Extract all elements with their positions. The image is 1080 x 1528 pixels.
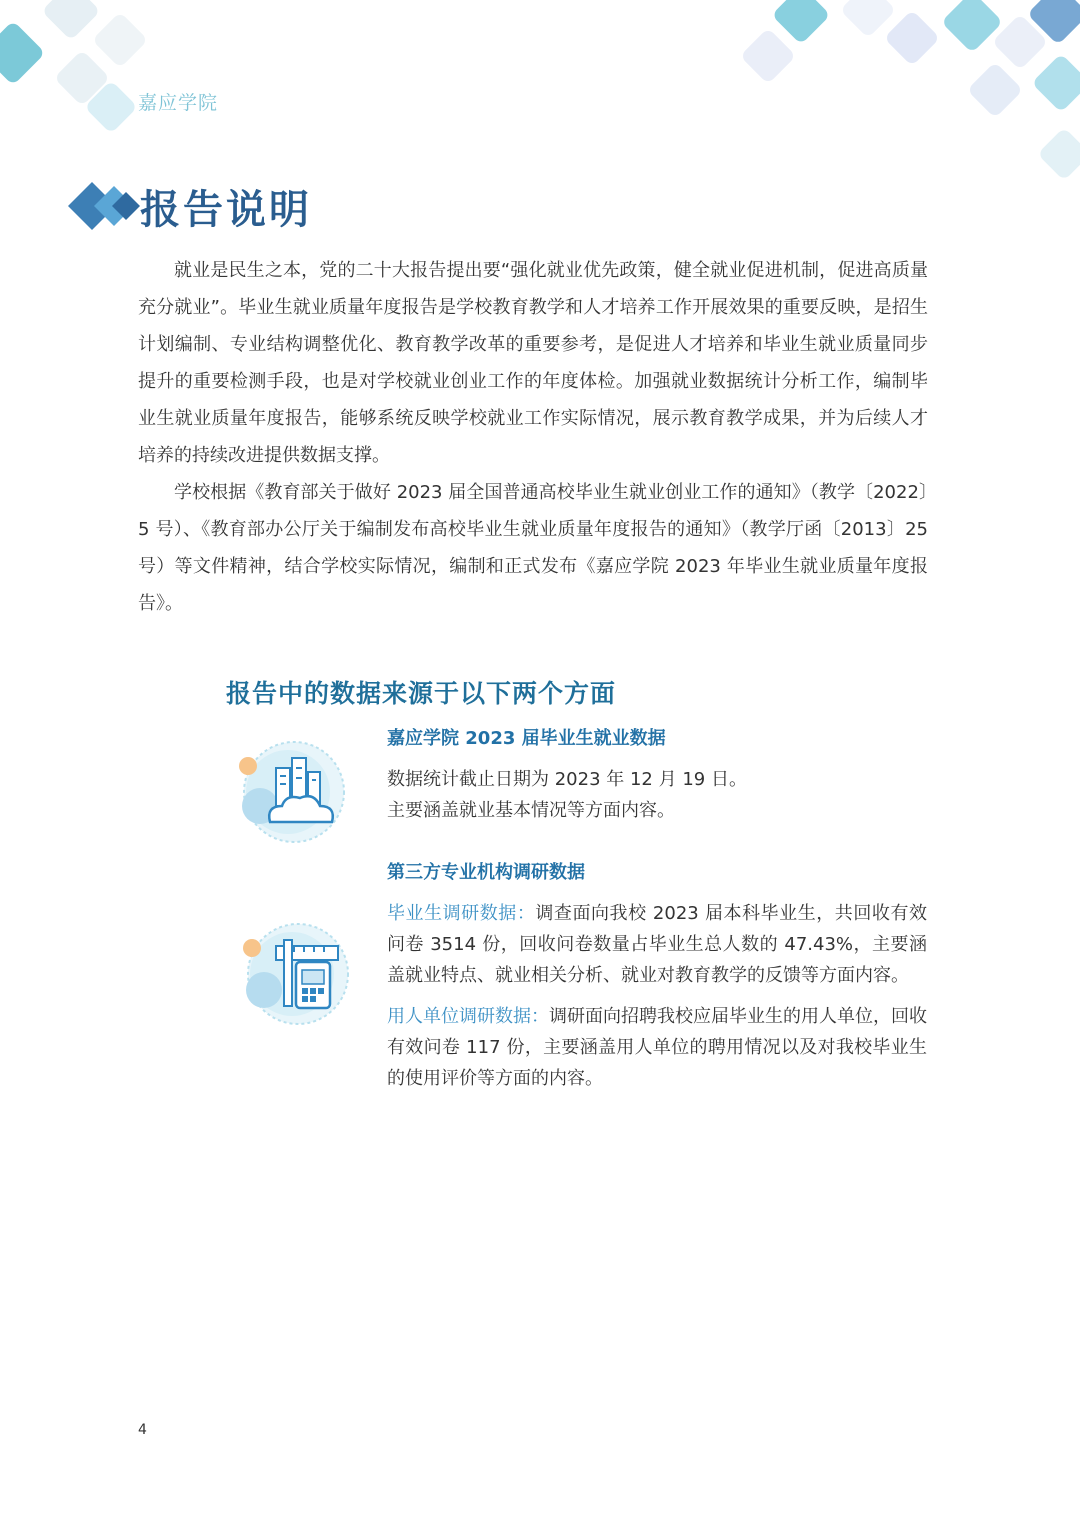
employer-survey-text: 调研面向招聘我校应届毕业生的用人单位，回收有效问卷 117 份，主要涵盖用人单位的聘用情况以及对我校毕业生的使用评价等方面的内容。 <box>387 1006 927 1089</box>
intro-paragraph: 学校根据《教育部关于做好 2023 届全国普通高校毕业生就业创业工作的通知》（教学〔2022〕5 号）、《教育部办公厅关于编制发布高校毕业生就业质量年度报告的通知》（教学厅函〔2013〕25 号）等文件精神，结合学校实际情况，编制和正式发布《嘉应学院 2023 年毕业生就业质量年度报告》。 <box>138 482 928 614</box>
source-line: 数据统计截止日期为 2023 年 12 月 19 日。 <box>387 769 747 790</box>
source-title: 第三方专业机构调研数据 <box>387 862 585 883</box>
survey-phone-icon <box>236 920 352 1028</box>
employer-survey-paragraph <box>387 1001 927 1094</box>
intro-paragraph: 就业是民生之本，党的二十大报告提出要“强化就业优先政策，健全就业促进机制，促进高质量充分就业”。毕业生就业质量年度报告是学校教育教学和人才培养工作开展效果的重要反映，是招生计划编制、专业结构调整优化、教育教学改革的重要参考，是促进人才培养和毕业生就业质量同步提升的重要检测手段，也是对学校就业创业工作的年度体检。加强就业数据统计分析工作，编制毕业生就业质量年度报告，能够系统反映学校就业工作实际情况，展示教育教学成果，并为后续人才培养的持续改进提供数据支撑。 <box>138 260 928 466</box>
header-school-name: 嘉应学院 <box>138 92 219 114</box>
section-title <box>68 178 312 234</box>
city-cloud-icon <box>232 740 348 844</box>
source-block-school <box>387 724 927 826</box>
page-title: 报告说明 <box>140 186 312 233</box>
graduate-survey-text: 调查面向我校 2023 届本科毕业生，共回收有效问卷 3514 份，回收问卷数量占毕业生总人数的 47.43%，主要涵盖就业特点、就业相关分析、就业对教育教学的反馈等方面内容。 <box>387 903 927 986</box>
graduate-survey-paragraph <box>387 898 927 991</box>
title-diamond-icon <box>68 180 140 232</box>
source-block-third-party <box>387 858 927 1104</box>
intro-text <box>138 252 928 622</box>
employer-survey-label: 用人单位调研数据： <box>387 1006 549 1027</box>
source-title: 嘉应学院 2023 届毕业生就业数据 <box>387 728 666 749</box>
page-number: 4 <box>138 1422 147 1438</box>
source-line: 主要涵盖就业基本情况等方面内容。 <box>387 800 675 821</box>
graduate-survey-label: 毕业生调研数据： <box>387 903 536 924</box>
sources-heading: 报告中的数据来源于以下两个方面 <box>226 679 617 708</box>
